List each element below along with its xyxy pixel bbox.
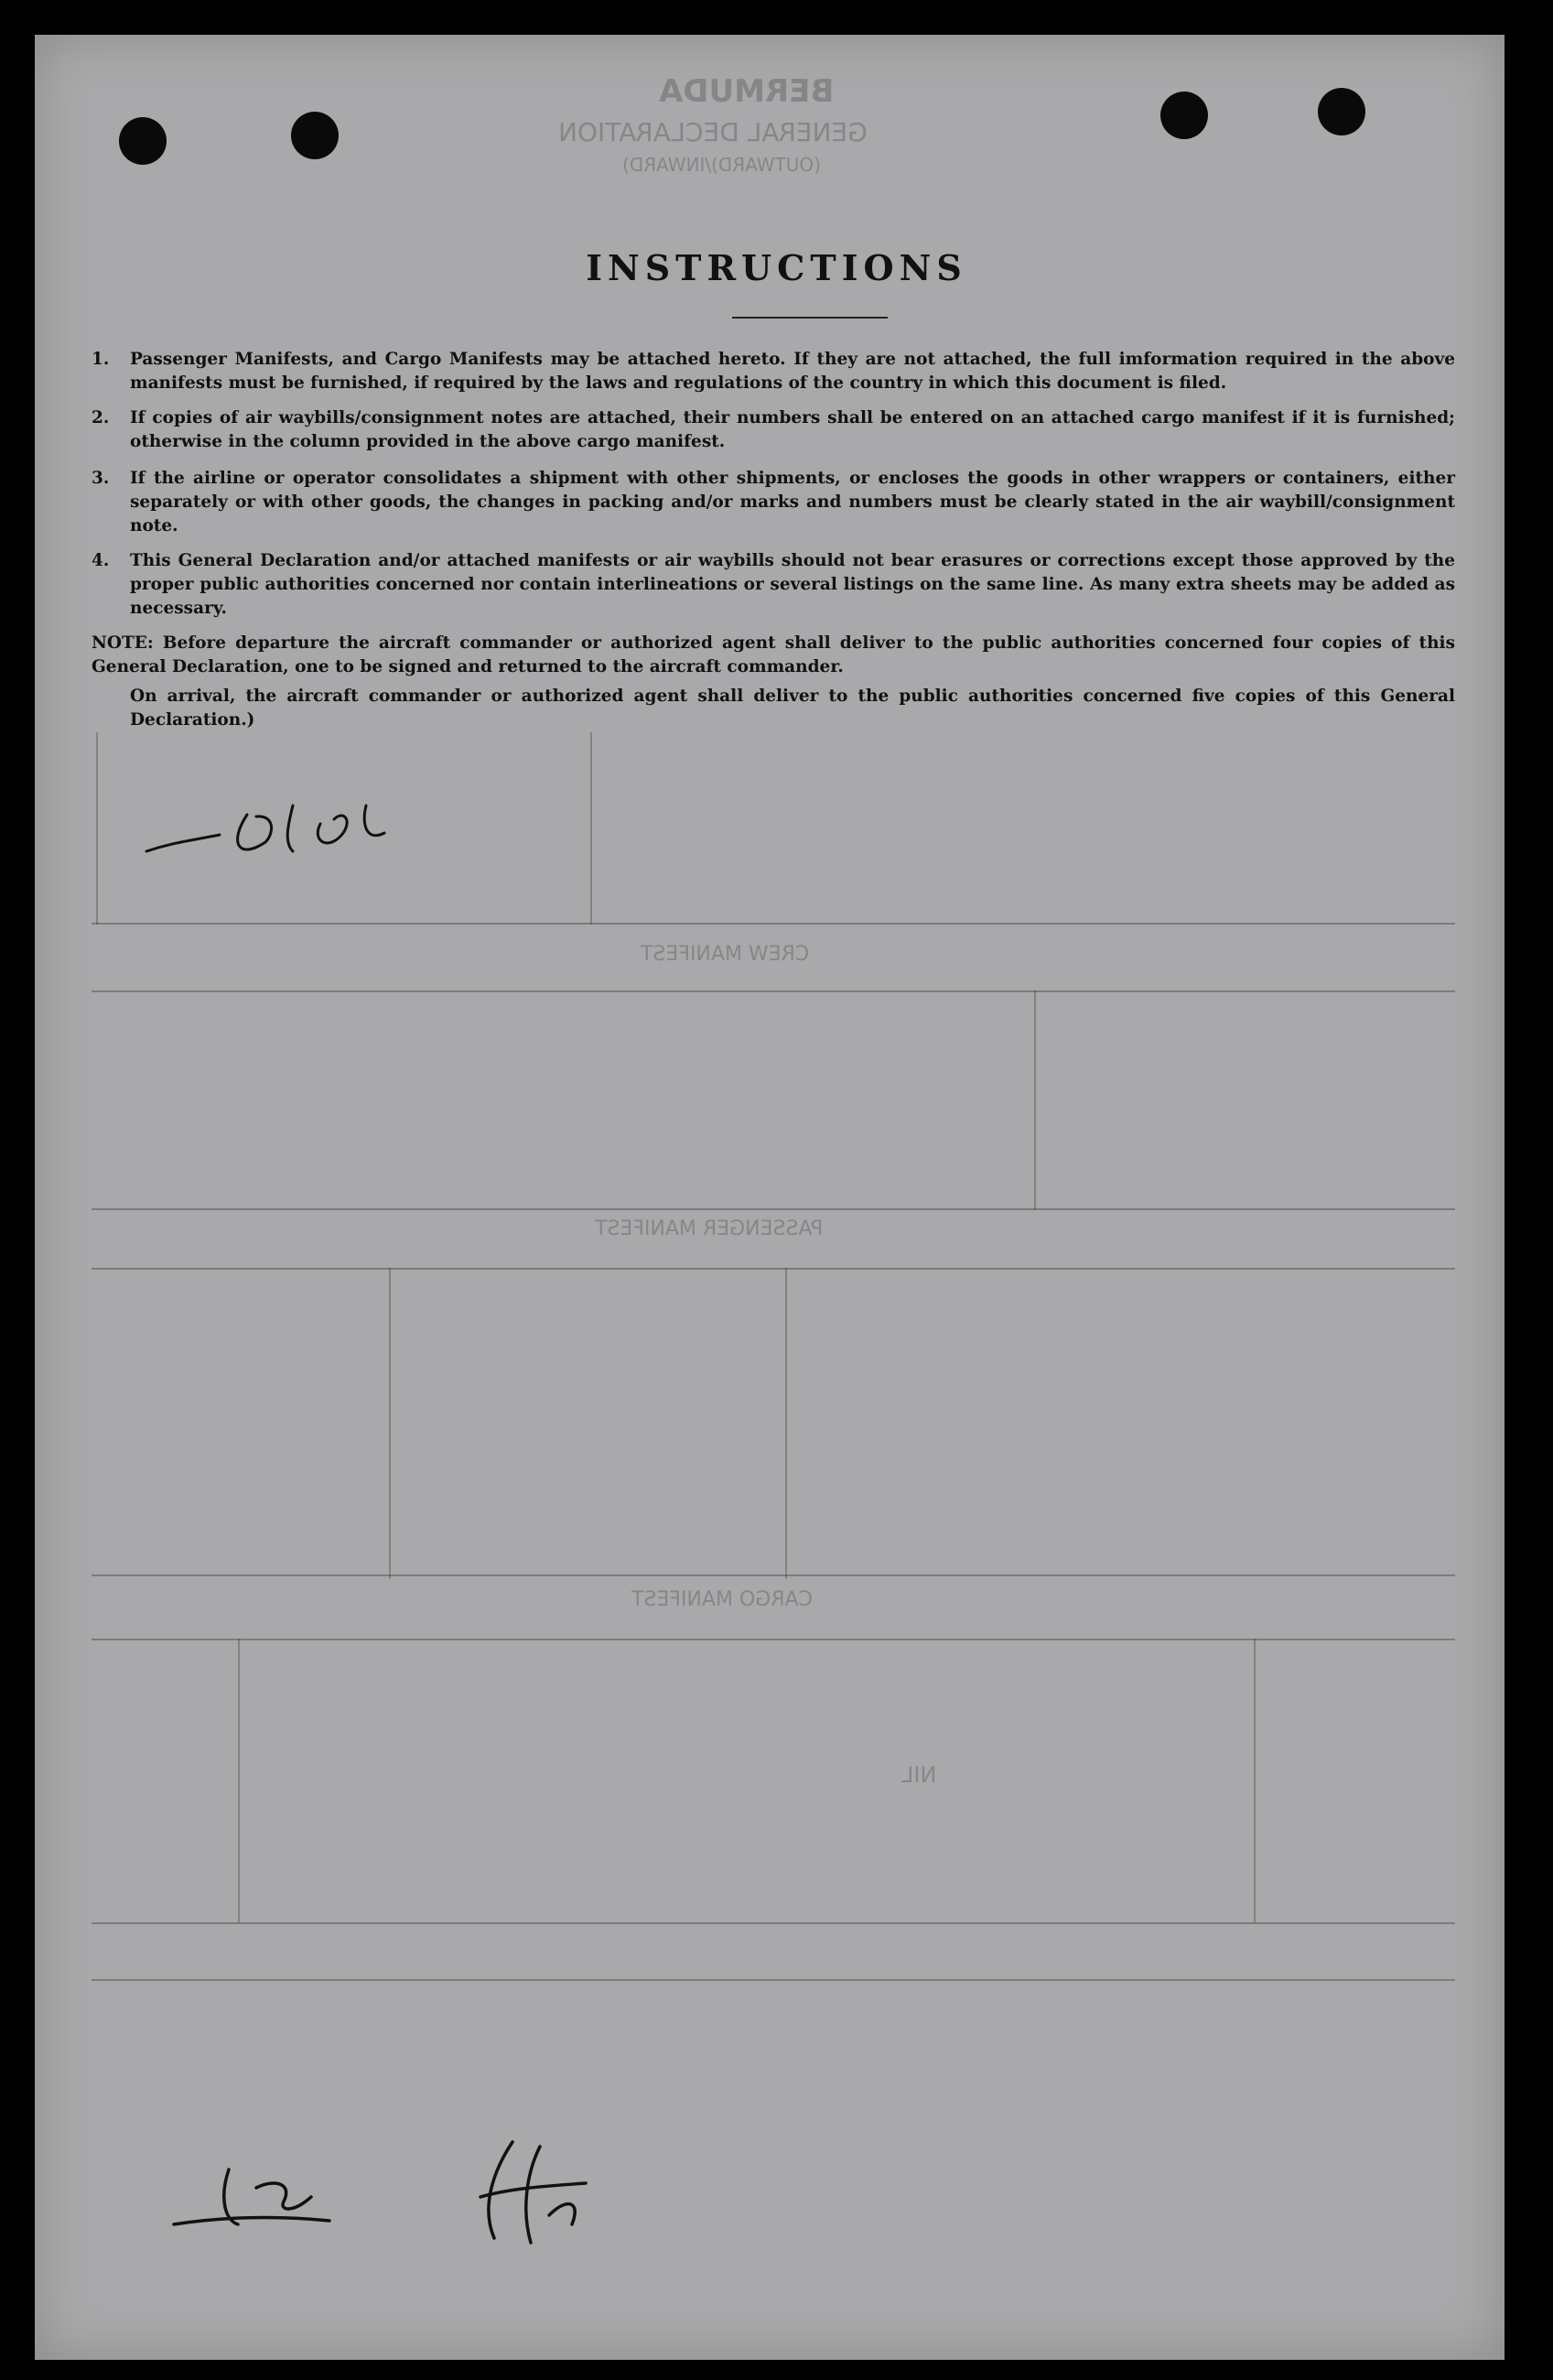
instruction-number: 4. — [92, 551, 110, 570]
handwritten-time-mark — [137, 787, 412, 870]
punch-hole-left — [119, 117, 167, 165]
instruction-text: This General Declaration and/or attached manifests or air waybills should not bear erasures or corrections except those approved by the proper public authorities concerned nor contain interlineations or several listings on the same line. As many extra sheets may be added as necessary. — [130, 551, 1455, 618]
bleed-rule — [92, 1922, 1455, 1924]
bleed-crew-manifest: CREW MANIFEST — [641, 943, 810, 966]
instruction-number: 1. — [92, 350, 110, 369]
bleed-rule — [1254, 1639, 1256, 1922]
note-block — [92, 632, 1455, 732]
bleed-rule — [785, 1268, 787, 1579]
instruction-item-2 — [92, 406, 1455, 454]
instruction-text: Passenger Manifests, and Cargo Manifests may be attached hereto. If they are not attached, the full imformation required in the above manifests must be furnished, if required by the laws and regulations of the country in which this document is filed. — [130, 350, 1455, 393]
instruction-number: 3. — [92, 469, 110, 488]
bleed-rule — [590, 732, 592, 925]
bleed-rule — [389, 1268, 391, 1579]
note-label: NOTE: — [92, 633, 154, 653]
instruction-number: 2. — [92, 408, 110, 427]
punch-hole-left-2 — [291, 112, 339, 159]
bleed-rule — [92, 1639, 1455, 1640]
instructions-title: INSTRUCTIONS — [586, 247, 967, 288]
instruction-item-4 — [92, 549, 1455, 621]
commander-signature — [165, 2133, 604, 2252]
note-text: Before departure the aircraft commander or authorized agent shall deliver to the public authorities concerned four copies of this General Declaration, one to be signed and returned to the aircraft commander. — [92, 633, 1455, 676]
bleed-rule — [238, 1639, 240, 1922]
bleed-rule — [92, 1574, 1455, 1576]
punch-hole-right — [1160, 92, 1208, 139]
instruction-item-3 — [92, 467, 1455, 538]
instruction-item-1 — [92, 348, 1455, 395]
bleed-bermuda: BERMUDA — [659, 73, 835, 110]
bleed-rule — [92, 990, 1455, 992]
note-paragraph — [92, 632, 1455, 679]
note-paragraph-2: On arrival, the aircraft commander or authorized agent shall deliver to the public authorities concerned five copies of this General Declaration.) — [130, 687, 1455, 730]
bleed-outward-inward: (OUTWARD)/INWARD) — [622, 154, 821, 176]
punch-hole-right-2 — [1318, 88, 1365, 135]
bleed-rule — [1034, 990, 1036, 1210]
bleed-general-declaration: GENERAL DECLARATION — [558, 117, 868, 147]
title-underline — [732, 317, 888, 319]
instruction-text: If copies of air waybills/consignment notes are attached, their numbers shall be entered on an attached cargo manifest if it is furnished; otherwise in the column provided in the above cargo manifest. — [130, 408, 1455, 451]
bleed-rule — [92, 1268, 1455, 1270]
bleed-passenger-manifest: PASSENGER MANIFEST — [595, 1217, 824, 1240]
bleed-rule — [92, 923, 1455, 925]
bleed-rule — [96, 732, 98, 925]
bleed-cargo-manifest: CARGO MANIFEST — [631, 1588, 813, 1611]
instruction-text: If the airline or operator consolidates a shipment with other shipments, or encloses the goods in other wrappers or containers, either separately or with other goods, the changes in packing and/or marks and numbers must be clearly stated in the air waybill/consignment note. — [130, 469, 1455, 536]
bleed-rule — [92, 1208, 1455, 1210]
bleed-nil: NIL — [901, 1762, 937, 1788]
bleed-rule — [92, 1979, 1455, 1981]
